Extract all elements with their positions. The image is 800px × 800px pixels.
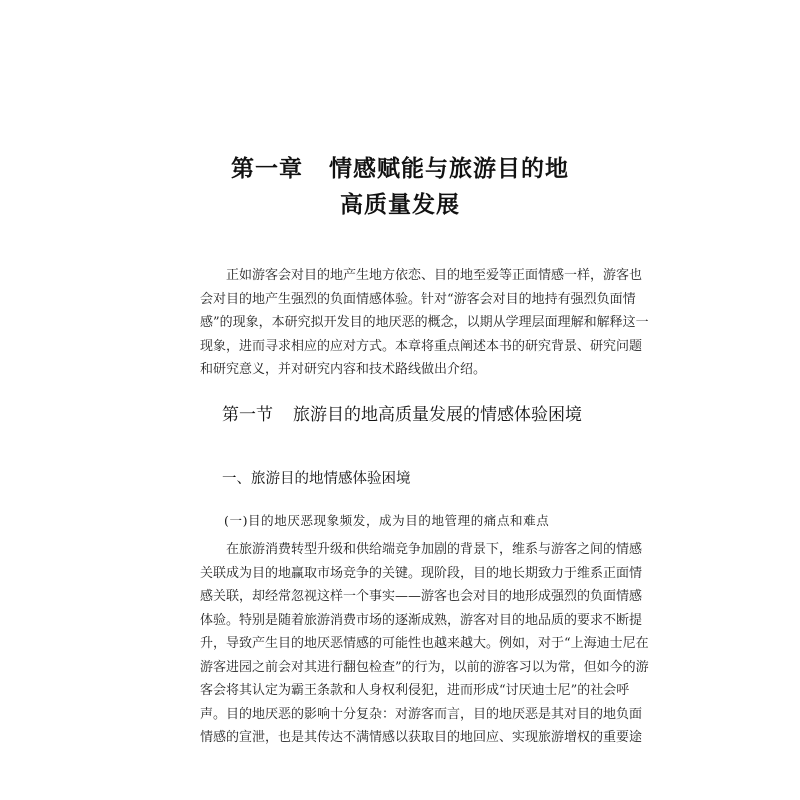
intro-line: 感”的现象，本研究拟开发目的地厌恶的概念，以期从学理层面理解和解释这一	[200, 315, 649, 330]
subsubsection-heading: (一)目的地厌恶现象频发，成为目的地管理的痛点和难点	[224, 513, 550, 528]
body-line: 关联成为目的地赢取市场竞争的关键。现阶段，目的地长期致力于维系正面情	[200, 565, 643, 581]
chapter-title-line-2: 高质量发展	[340, 191, 460, 218]
section-title-text: 旅游目的地高质量发展的情感体验困境	[293, 405, 582, 425]
body-line: 客会将其认定为霸王条款和人身权利侵犯，进而形成“讨厌迪士尼”的社会呼	[200, 683, 630, 698]
body-line: 声。目的地厌恶的影响十分复杂：对游客而言，目的地厌恶是其对目的地负面	[200, 706, 643, 722]
body-paragraph	[200, 538, 649, 750]
chapter-label: 第一章	[231, 155, 303, 182]
body-line: 体验。特别是随着旅游消费市场的逐渐成熟，游客对目的地品质的要求不断提	[200, 612, 643, 628]
section-label: 第一节	[222, 405, 273, 425]
intro-line: 会对目的地产生强烈的负面情感体验。针对“游客会对目的地持有强烈负面情	[200, 291, 636, 307]
intro-line: 正如游客会对目的地产生地方依恋、目的地至爱等正面情感一样，游客也	[226, 268, 643, 283]
intro-line: 现象，进而寻求相应的应对方式。本章将重点阐述本书的研究背景、研究问题	[200, 338, 643, 354]
body-line: 游客进园之前会对其进行翻包检查”的行为，以前的游客习以为常，但如今的游	[200, 659, 649, 675]
body-line: 情感的宣泄，也是其传达不满情感以获取目的地回应、实现旅游增权的重要途	[200, 730, 643, 745]
chapter-title-line-1	[0, 150, 800, 183]
body-line: 升，导致产生目的地厌恶情感的可能性也越来越大。例如，对于“上海迪士尼在	[200, 636, 649, 651]
body-line: 在旅游消费转型升级和供给端竞争加剧的背景下，维系与游客之间的情感	[226, 542, 643, 557]
chapter-title-text: 情感赋能与旅游目的地	[329, 155, 569, 182]
intro-paragraph	[200, 264, 649, 382]
intro-line: 和研究意义，并对研究内容和技术路线做出介绍。	[200, 362, 487, 377]
subsection-heading: 一、旅游目的地情感体验困境	[222, 471, 411, 487]
section-heading	[222, 400, 582, 425]
body-line: 感关联，却经常忽视这样一个事实——游客也会对目的地形成强烈的负面情感	[200, 589, 643, 604]
